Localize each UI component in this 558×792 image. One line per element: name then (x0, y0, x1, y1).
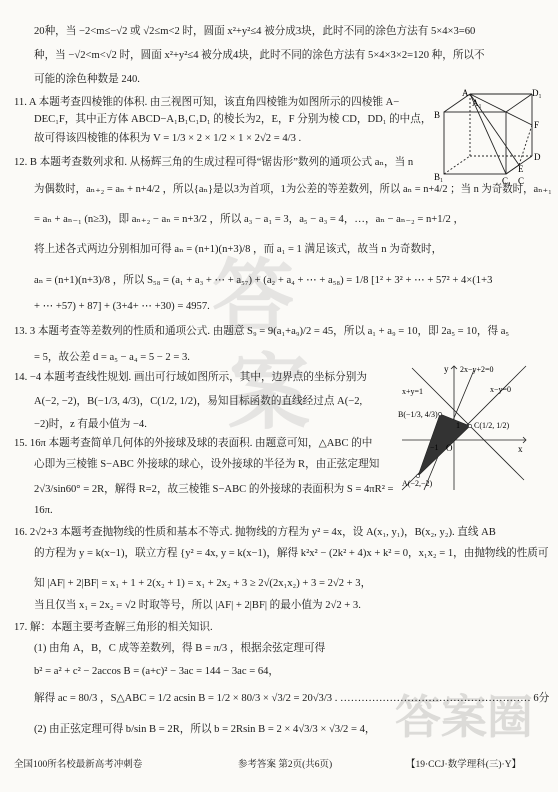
text-line-l27: (1) 由角 A，B，C 成等差数列，得 B = π/3 ，根据余弦定理可得 (34, 643, 326, 654)
text-line-l17: −2)时，z 有最小值为 −4. (34, 419, 147, 430)
text-line-l02: 种，当 −√2<m<√2 时，圆面 x²+y²≤4 被分成4块，此时不同的涂色方法有 5×4×3×2=120 种，所以不 (34, 50, 485, 61)
cube-figure (432, 88, 542, 188)
text-line-l30: (2) 由正弦定理可得 b/sin B = 2R，所以 b = 2Rsin B = 2 × 4√3/3 × √3/2 = 4， (34, 724, 376, 735)
text-line-l07: 12. B 本题考查数列求和. 从杨辉三角的生成过程可得“锯齿形”数列的通项公式 aₙ，当 n (14, 157, 414, 168)
cube-label-C1: C₁ (502, 176, 512, 186)
text-line-l16: A(−2, −2)，B(−1/3, 4/3)，C(1/2, 1/2)，易知目标函数的直线经过点 A(−2, (34, 396, 363, 407)
cube-label-F: F (534, 120, 540, 130)
text-line-l04: 11. A 本题考查四棱锥的体积. 由三视图可知，该直角四棱锥为如图所示的四棱锥 A− (14, 97, 400, 108)
text-line-l23: 的方程为 y = k(x−1)，联立方程 {y² = 4x, y = k(x−1)，解得 k²x² − (2k² + 4)x + k² = 0，x₁x₂ = 1，由抛物线的性质可 (34, 548, 549, 559)
text-line-l21: 16π. (34, 505, 53, 516)
footer-center: 参考答案 第2页(共6页) (238, 760, 333, 770)
text-line-l20: 2√3/sin60° = 2R，解得 R=2，故三棱锥 S−ABC 的外接球的表面积为 S = 4πR² = (34, 484, 394, 495)
lp-line-label-2: x−y=0 (490, 385, 512, 394)
lp-line-label-3: x+y=1 (402, 387, 424, 396)
text-line-l24: 知 |AF| + 2|BF| = x₁ + 1 + 2(x₂ + 1) = x₁ + 2x₂ + 3 ≥ 2√(2x₁x₂) + 3 = 2√2 + 3， (34, 578, 372, 589)
cube-label-A: A (462, 88, 469, 98)
cube-label-C: C (518, 176, 525, 186)
text-line-l29: 解得 ac = 80/3 ，S△ABC = 1/2 acsin B = 1/2 × 80/3 × √3/2 = 20√3/3 . ……………………………………………… 6分 (34, 693, 550, 704)
feasible-region-figure (398, 362, 530, 494)
text-line-l06: 故可得该四棱锥的体积为 V = 1/3 × 2 × 1/2 × 1 × 2√2 = 4/3 . (34, 133, 302, 144)
text-line-l05: DEC₁F，其中正方体 ABCD−A₁B₁C₁D₁ 的棱长为2，E，F 分别为棱 CD，DD₁ 的中点， (34, 114, 432, 125)
footer-left: 全国100所名校最新高考冲刺卷 (14, 760, 143, 770)
watermark-char-2: 案 (228, 346, 311, 441)
text-line-l25: 当且仅当 x₁ = 2x₂ = √2 时取等号，所以 |AF| + 2|BF| 的最小值为 2√2 + 3. (34, 600, 361, 611)
text-line-l11: aₙ = (n+1)(n+3)/8 ，所以 S₅₈ = (a₁ + a₃ + ⋯ + a₅₇) + (a₂ + a₄ + ⋯ + a₅₈) = 1/8 [1² + 3² + ⋯ + 57² + 4×(1+3 (34, 275, 493, 286)
cube-label-B1: B₁ (434, 172, 444, 182)
text-line-l08: 为偶数时，aₙ₊₂ = aₙ + n+4/2 ，所以{aₙ}是以3为首项，1为公差的等差数列，所以 aₙ = n+4/2 ；当 n 为奇数时，aₙ₊₁ (34, 184, 552, 195)
cube-label-D1: D₁ (532, 88, 542, 98)
text-line-l18: 15. 16π 本题考查简单几何体的外接球及球的表面积. 由题意可知，△ABC 的中 (14, 438, 373, 449)
footer-right: 【19·CCJ·数学理科(三)·Y】 (406, 760, 522, 770)
cube-label-A1: A₁ (472, 98, 482, 108)
text-line-l22: 16. 2√2+3 本题考查抛物线的性质和基本不等式. 抛物线的方程为 y² = 4x，设 A(x₁, y₁)，B(x₂, y₂). 直线 AB (14, 527, 496, 538)
lp-line-label-1: 2x−y+2=0 (460, 365, 494, 374)
text-line-l12: + ⋯ +57) + 87] + (3+4+ ⋯ +30) = 4957. (34, 301, 210, 312)
lp-tick-1: 1 (456, 421, 460, 430)
text-line-l01: 20种，当 −2<m≤−√2 或 √2≤m<2 时，圆面 x²+y²≤4 被分成3块，此时不同的涂色方法有 5×4×3=60 (34, 26, 476, 37)
lp-tick-neg1: −1 (430, 443, 439, 452)
text-line-l14: = 5，故公差 d = a₅ − a₄ = 5 − 2 = 3. (34, 352, 190, 363)
lp-point-C: C(1/2, 1/2) (474, 421, 510, 430)
text-line-l26: 17. 解：本题主要考查解三角形的相关知识. (14, 622, 213, 633)
text-line-l15: 14. −4 本题考查线性规划. 画出可行域如图所示，其中，边界点的坐标分别为 (14, 372, 367, 383)
lp-axis-y: y (444, 364, 449, 374)
text-line-l13: 13. 3 本题考查等差数列的性质和通项公式. 由题意 S₉ = 9(a₁+a₉)/2 = 45，所以 a₁ + a₉ = 10，即 2a₅ = 10，得 a₅ (14, 326, 510, 337)
text-line-l09: = aₙ + aₙ₋₁ (n≥3)，即 aₙ₊₂ − aₙ = n+3/2 ，所以 a₃ − a₁ = 3，a₅ − a₃ = 4，…，aₙ − aₙ₋₂ = n+1/2 ， (34, 214, 465, 225)
cube-label-D: D (534, 152, 541, 162)
lp-point-A: A(−2,−2) (402, 479, 433, 488)
lp-point-B: B(−1/3, 4/3) (398, 410, 438, 419)
cube-label-B: B (434, 110, 441, 120)
cube-label-E: E (518, 164, 524, 174)
lp-origin: O (446, 443, 453, 453)
text-line-l03: 可能的涂色种数是 240. (34, 74, 140, 85)
lp-axis-x: x (518, 444, 523, 454)
watermark-logo: 答案圈 (395, 690, 533, 744)
text-line-l10: 将上述各式两边分别相加可得 aₙ = (n+1)(n+3)/8 ，而 a₁ = 1 满足该式，故当 n 为奇数时， (34, 244, 443, 255)
text-line-l28: b² = a² + c² − 2accos B = (a+c)² − 3ac = 144 − 3ac = 64， (34, 666, 280, 677)
text-line-l19: 心即为三棱锥 S−ABC 外接球的球心，设外接球的半径为 R，由正弦定理知 (34, 459, 380, 470)
watermark-char-1: 答 (212, 251, 295, 346)
